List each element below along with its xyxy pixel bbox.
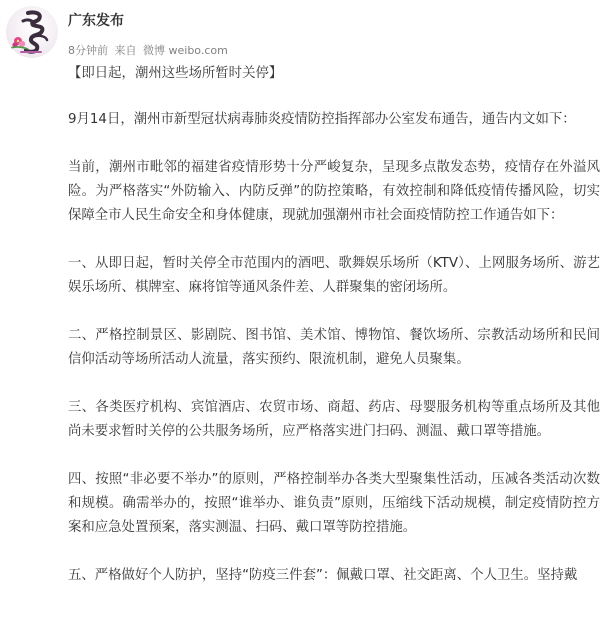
from-label: 来自 bbox=[114, 44, 137, 57]
author-name[interactable]: 广东发布 bbox=[68, 13, 124, 29]
post-paragraph: 四、按照“非必要不举办”的原则，严格控制举办各类大型聚集性活动，压减各类活动次数和规模。确需举办的，按照“谁举办、谁负责”原则，压缩线下活动规模，制定疫情防控方案和应急处置预案，落实测温、扫码、戴口罩等防控措施。 bbox=[68, 472, 600, 535]
post-body bbox=[68, 62, 600, 612]
post-meta bbox=[68, 42, 231, 58]
post-paragraph: 一、从即日起，暂时关停全市范围内的酒吧、歌舞娱乐场所（KTV）、上网服务场所、游艺娱乐场所、棋牌室、麻将馆等通风条件差、人群聚集的密闭场所。 bbox=[68, 256, 600, 295]
post-paragraph: 二、严格控制景区、影剧院、图书馆、美术馆、博物馆、餐饮场所、宗教活动场所和民间信仰活动等场所活动人流量，落实预约、限流机制，避免人员聚集。 bbox=[68, 328, 600, 367]
post-source[interactable]: 微博 weibo.com bbox=[143, 44, 228, 57]
post-paragraph: 9月14日，潮州市新型冠状病毒肺炎疫情防控指挥部办公室发布通告，通告内文如下： bbox=[68, 112, 576, 127]
post-title: 【即日起，潮州这些场所暂时关停】 bbox=[68, 66, 283, 81]
yue-calligraphy-avatar-icon[interactable] bbox=[6, 6, 58, 58]
post-paragraph: 五、严格做好个人防护，坚持“防疫三件套”：佩戴口罩、社交距离、个人卫生。坚持戴 bbox=[68, 568, 578, 583]
post-time[interactable]: 8分钟前 bbox=[68, 44, 108, 57]
post-paragraph: 当前，潮州市毗邻的福建省疫情形势十分严峻复杂，呈现多点散发态势，疫情存在外溢风险。为严格落实“外防输入、内防反弹”的防控策略，有效控制和降低疫情传播风险，切实保障全市人民生命安全和身体健康，现就加强潮州市社会面疫情防控工作通告如下： bbox=[68, 160, 600, 223]
post-paragraph: 三、各类医疗机构、宾馆酒店、农贸市场、商超、药店、母婴服务机构等重点场所及其他尚未要求暂时关停的公共服务场所，应严格落实进门扫码、测温、戴口罩等措施。 bbox=[68, 400, 600, 439]
